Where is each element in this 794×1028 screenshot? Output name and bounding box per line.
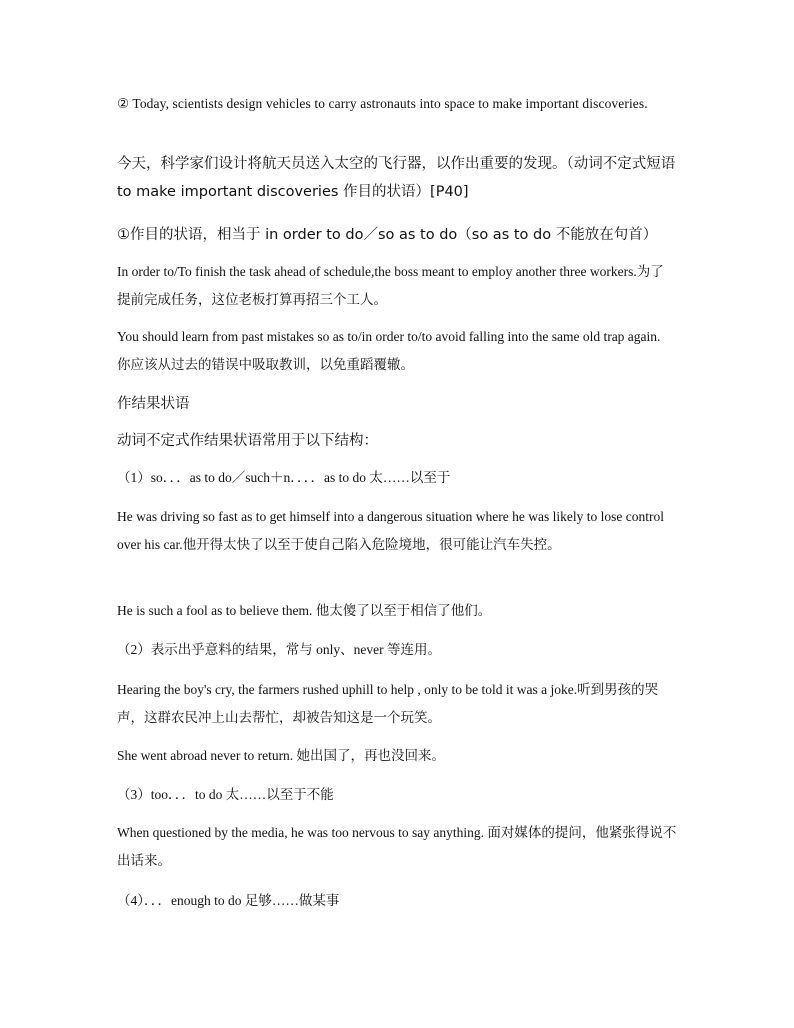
paragraph-pattern-1-example-1: He was driving so fast as to get himself into a dangerous situation where he was likely to lose control over his car.他开得太快了以至于使自己陷入危险境地，很可能让汽车失控。 <box>117 509 665 552</box>
paragraph-purpose-note: ①作目的状语，相当于 in order to do／so as to do（so as to do 不能放在句首） <box>117 227 658 243</box>
paragraph-pattern-2-example-2: She went abroad never to return. 她出国了，再也没回来。 <box>117 748 446 763</box>
pattern-2: （2）表示出乎意料的结果，常与 only、never 等连用。 <box>117 642 441 657</box>
paragraph-example-2: ② Today, scientists design vehicles to carry astronauts into space to make important discoveries. <box>117 96 648 111</box>
pattern-3: （3）too．．．to do 太……以至于不能 <box>117 787 334 802</box>
paragraph-pattern-3-example-1: When questioned by the media, he was too nervous to say anything. 面对媒体的提问，他紧张得说不出话来。 <box>117 825 677 868</box>
paragraph-pattern-2-example-1: Hearing the boy's cry, the farmers rushed uphill to help , only to be told it was a joke.听到男孩的哭声，这群农民冲上山去帮忙，却被告知这是一个玩笑。 <box>117 682 659 725</box>
pattern-1: （1）so．．．as to do／such＋n．．．．as to do 太……以至于 <box>117 470 451 485</box>
paragraph-purpose-example-2: You should learn from past mistakes so as to/in order to/to avoid falling into the same old trap again. 你应该从过去的错误中吸取教训，以免重蹈覆辙。 <box>117 329 661 372</box>
section-heading-result: 作结果状语 <box>117 396 190 412</box>
paragraph-pattern-1-example-2: He is such a fool as to believe them. 他太傻了以至于相信了他们。 <box>117 603 492 618</box>
paragraph-example-2-translation: 今天，科学家们设计将航天员送入太空的飞行器，以作出重要的发现。（动词不定式短语 to make important discoveries 作目的状语）[P40] <box>117 156 676 200</box>
paragraph-purpose-example-1: In order to/To finish the task ahead of schedule,the boss meant to employ another three workers.为了提前完成任务，这位老板打算再招三个工人。 <box>117 264 664 307</box>
paragraph-result-intro: 动词不定式作结果状语常用于以下结构： <box>117 433 378 449</box>
pattern-4: （4）．．．enough to do 足够……做某事 <box>117 893 340 908</box>
